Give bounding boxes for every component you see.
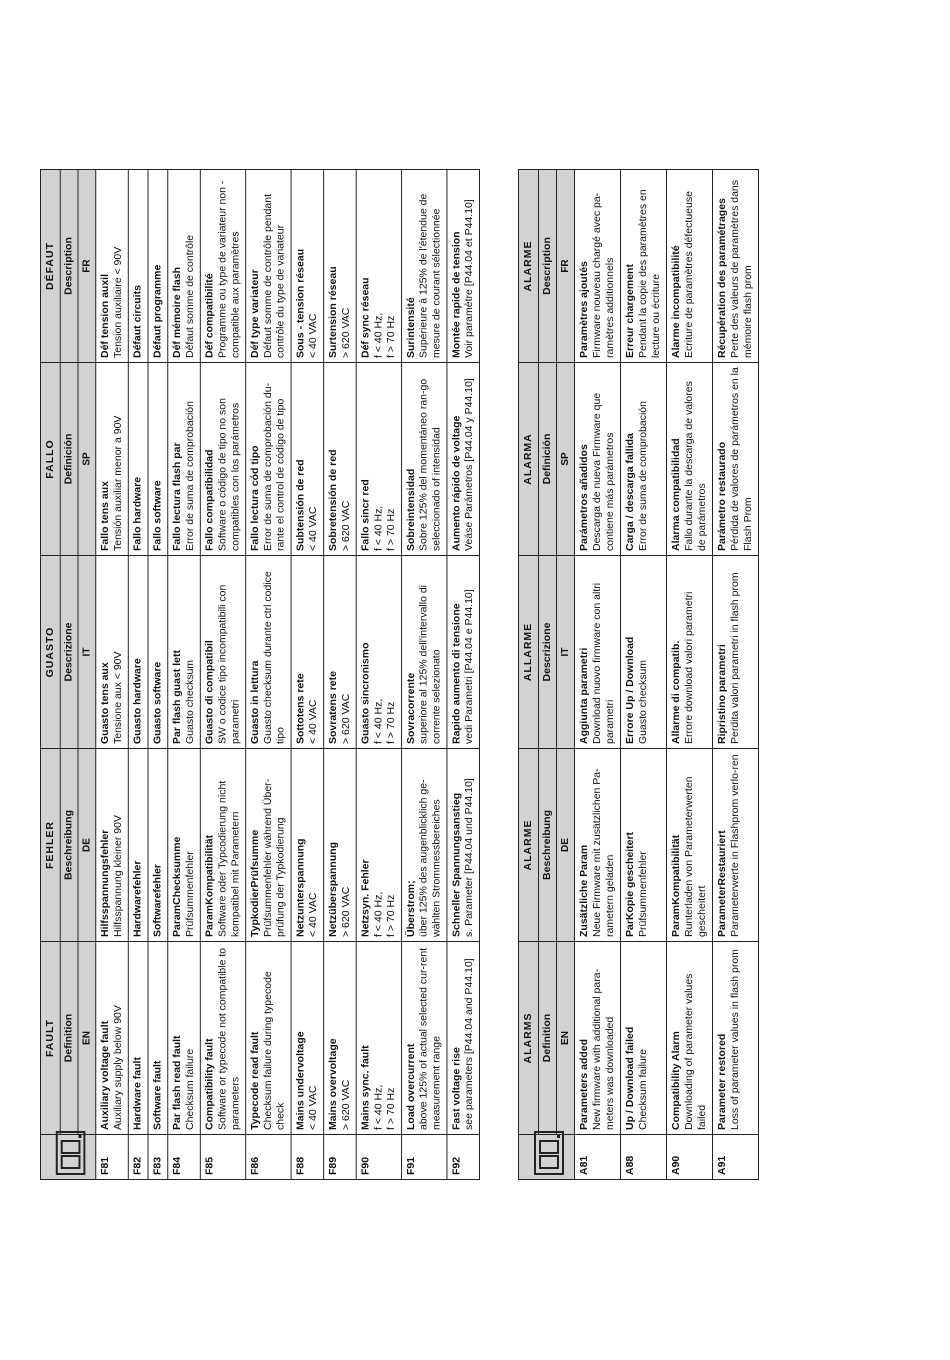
table-cell — [200, 170, 245, 363]
cell-description: Error de suma de comprobación — [184, 401, 196, 551]
cell-description: > 620 VAC — [339, 886, 352, 937]
cell-title: Surtension réseau — [327, 266, 339, 358]
cell-title: Up / Download failed — [624, 1026, 636, 1130]
cell-title: Auxiliary voltage fault — [99, 1020, 112, 1130]
table-row — [168, 170, 201, 1180]
cell-title: TypkodierPrüfsumme — [249, 829, 261, 937]
cell-title: Sous - tension réseau — [294, 248, 307, 358]
table-cell — [246, 749, 291, 942]
table-cell — [356, 749, 401, 942]
cell-title: Schneller Spannungsanstieg — [450, 792, 463, 937]
table-cell — [667, 170, 713, 363]
col-group-header: GUASTO — [40, 556, 60, 749]
cell-description: < 40 VAC — [307, 699, 320, 744]
cell-description: Checksum failure during typecode check — [261, 971, 287, 1130]
cell-title: Ripristino parametri — [716, 644, 728, 744]
col-group-header: ALARMS — [519, 942, 539, 1135]
table-cell — [246, 942, 291, 1135]
col-sub-header: Definición — [539, 363, 557, 556]
col-group-header: ALARME — [519, 170, 539, 363]
cell-title: Défaut programme — [151, 264, 164, 358]
col-group-header: DÉFAUT — [40, 170, 60, 363]
table-cell — [713, 170, 759, 363]
cell-description: superiore al 125% dell'intervallo di corrente selezionato — [417, 584, 443, 744]
row-code: F85 — [200, 1135, 245, 1180]
cell-title: Subtensión de red — [294, 459, 307, 551]
col-sub-header: Beschreibung — [60, 749, 78, 942]
cell-description: Descarga de nueva Firmware que contiene más parámetros — [591, 392, 616, 551]
table-cell — [667, 942, 713, 1135]
cell-title: ParamKompatibilität — [203, 834, 216, 937]
cell-description: Pendant la copie des paramètres en lecture ou écriture — [637, 189, 662, 358]
table-cell — [713, 942, 759, 1135]
cell-title: Fallo software — [151, 480, 164, 551]
table-cell — [96, 942, 129, 1135]
col-lang-header: DE — [557, 749, 575, 942]
col-group-header: FAULT — [40, 942, 60, 1135]
col-lang-header: DE — [78, 749, 96, 942]
cell-title: Load overcurrent — [405, 1043, 417, 1130]
col-group-header: ALLARME — [519, 556, 539, 749]
col-lang-header: SP — [78, 363, 96, 556]
cell-title: Guasto in lettura — [249, 660, 261, 744]
cell-title: Parameters added — [578, 1038, 590, 1130]
cell-description: vedi Parametri [P44.04 e P44.10] — [463, 589, 476, 744]
table-cell — [200, 556, 245, 749]
cell-description: > 620 VAC — [339, 307, 352, 358]
cell-description: < 40 VAC — [307, 506, 320, 551]
table-cell — [128, 749, 148, 942]
table-cell — [402, 170, 447, 363]
col-sub-header: Definition — [60, 942, 78, 1135]
cell-title: Guasto di compatibil — [203, 640, 216, 744]
table-cell — [621, 749, 667, 942]
table-cell — [447, 749, 480, 942]
row-code: F91 — [402, 1135, 447, 1180]
cell-title: Aumento rápido de voltage — [450, 415, 463, 551]
cell-description: über 125% des augenblicklich ge-wählten Strommessbereiches — [417, 779, 443, 937]
table-cell — [291, 363, 324, 556]
table-row — [356, 170, 401, 1180]
table-row — [246, 170, 291, 1180]
cell-title: ParameterRestauriert — [716, 830, 728, 937]
cell-title: Fallo tens aux — [99, 480, 112, 551]
col-lang-header: EN — [557, 942, 575, 1135]
cell-title: Parámetros añadidos — [578, 444, 590, 551]
cell-title: Montée rapide de tension — [450, 231, 463, 358]
row-code: A90 — [667, 1135, 713, 1180]
table-cell — [148, 942, 168, 1135]
cell-title: Parameter restored — [716, 1033, 728, 1130]
cell-title: Typecode read fault — [249, 1031, 261, 1130]
cell-description: Guasto checksum — [637, 659, 649, 744]
cell-title: Carga / descarga fallida — [624, 433, 636, 551]
cell-description: Sobre 125% del momentáneo ran-go seleccionado of intensidad — [417, 378, 443, 551]
table-cell — [356, 363, 401, 556]
cell-description: Runterladen von Parameterwerten gescheitert — [683, 776, 708, 937]
cell-title: Netzsyn. Fehler — [359, 859, 372, 937]
cell-title: Mains undervoltage — [294, 1031, 307, 1130]
fault-table — [40, 169, 480, 1180]
cell-title: Sottotens rete — [294, 673, 307, 744]
table-cell — [324, 170, 357, 363]
table-cell — [168, 749, 201, 942]
cell-description: Checksum failure — [637, 1048, 649, 1130]
table-row — [667, 170, 713, 1180]
table-cell — [324, 363, 357, 556]
cell-description: f < 40 Hz, f > 70 Hz — [372, 312, 398, 358]
col-group-header: FALLO — [40, 363, 60, 556]
cell-title: Zusätzliche Param — [578, 844, 590, 937]
table-cell — [148, 749, 168, 942]
cell-title: Software fault — [151, 1060, 164, 1130]
cell-title: ParKopie gescheitert — [624, 831, 636, 937]
col-sub-header: Definition — [539, 942, 557, 1135]
table-cell — [96, 363, 129, 556]
cell-description: Auxiliary supply below 90V — [112, 1005, 124, 1130]
col-sub-header: Descrizione — [60, 556, 78, 749]
table-cell — [667, 363, 713, 556]
row-code: F86 — [246, 1135, 291, 1180]
cell-description: > 620 VAC — [339, 1079, 352, 1130]
cell-description: Loss of parameter values in flash prom — [729, 949, 741, 1130]
table-row — [324, 170, 357, 1180]
cell-title: Allarme di compatib. — [670, 640, 682, 744]
cell-description: Error de suma de comprobación — [637, 401, 649, 551]
table-cell — [128, 942, 148, 1135]
table-cell — [356, 170, 401, 363]
table-cell — [128, 556, 148, 749]
display-icon — [534, 1131, 564, 1175]
cell-description: Ecriture de paramètres défectueuse — [683, 191, 695, 358]
table-cell — [96, 556, 129, 749]
col-group-header: ALARMA — [519, 363, 539, 556]
cell-title: Hardwarefehler — [131, 860, 144, 937]
col-group-header: ALARME — [519, 749, 539, 942]
cell-title: Déf type variateur — [249, 269, 261, 358]
table-cell — [168, 170, 201, 363]
cell-title: Compatibility fault — [203, 1038, 216, 1130]
row-code: F89 — [324, 1135, 357, 1180]
table-cell — [402, 363, 447, 556]
table-cell — [713, 749, 759, 942]
cell-description: Error de suma de comprobación du-rante el control de código de tipo — [261, 382, 287, 551]
cell-title: Errore Up / Download — [624, 636, 636, 744]
table-cell — [246, 556, 291, 749]
cell-title: Surintensité — [405, 297, 417, 358]
cell-title: Alarma compatibilidad — [670, 438, 682, 551]
table-row — [713, 170, 759, 1180]
cell-description: > 620 VAC — [339, 693, 352, 744]
table-cell — [575, 749, 621, 942]
col-lang-header: FR — [557, 170, 575, 363]
table-cell — [713, 363, 759, 556]
cell-description: SW o codice tipo incompatibili con parametri — [216, 584, 242, 744]
col-sub-header: Descrizione — [539, 556, 557, 749]
table-cell — [575, 556, 621, 749]
table-cell — [447, 363, 480, 556]
table-cell — [96, 749, 129, 942]
cell-description: Hilfsspannung kleiner 90V — [112, 815, 124, 937]
row-code: F84 — [168, 1135, 201, 1180]
cell-title: Par flash guast lett — [171, 650, 184, 744]
cell-description: Supérieure à 125% de l'étendue de mesure de courant sélectionnée — [417, 193, 443, 358]
cell-description: Veáse Parámetros [P44.04 y P44.10] — [463, 378, 476, 551]
cell-title: Rapido aumento di tensione — [450, 603, 463, 744]
table-cell — [447, 942, 480, 1135]
table-row — [621, 170, 667, 1180]
table-cell — [128, 170, 148, 363]
fault-table-container — [40, 170, 480, 1180]
row-code: F88 — [291, 1135, 324, 1180]
row-code: F90 — [356, 1135, 401, 1180]
cell-description: Défaut somme de contrôle — [184, 234, 196, 358]
col-sub-header: Beschreibung — [539, 749, 557, 942]
cell-title: Alarme incompatibilité — [670, 245, 682, 358]
row-code: A81 — [575, 1135, 621, 1180]
table-cell — [324, 749, 357, 942]
device-logo-cell — [519, 1135, 575, 1180]
table-cell — [168, 363, 201, 556]
table-cell — [291, 749, 324, 942]
cell-title: Mains sync. fault — [359, 1045, 372, 1130]
col-lang-header: SP — [557, 363, 575, 556]
cell-title: Guasto tens aux — [99, 662, 112, 744]
col-sub-header: Description — [60, 170, 78, 363]
table-row — [200, 170, 245, 1180]
row-code: F83 — [148, 1135, 168, 1180]
cell-description: above 125% of actual selected cur-rent measurement range — [417, 947, 443, 1130]
cell-description: Défaut somme de contrôle pendant contrôle du type de variateur — [261, 193, 287, 358]
table-cell — [621, 363, 667, 556]
table-row — [96, 170, 129, 1180]
cell-title: Parámetro restaurado — [716, 441, 728, 551]
table-cell — [621, 556, 667, 749]
cell-description: f < 40 Hz, f > 70 Hz — [372, 505, 398, 551]
table-cell — [96, 170, 129, 363]
table-row — [402, 170, 447, 1180]
cell-description: Perte des valeurs de paramètres dans mémoire flash prom — [729, 179, 754, 358]
col-lang-header: IT — [557, 556, 575, 749]
cell-title: Hardware fault — [131, 1057, 144, 1130]
cell-description: Guasto checksum durante ctrl codice tipo — [261, 571, 287, 744]
table-cell — [291, 170, 324, 363]
table-cell — [575, 363, 621, 556]
table-row — [128, 170, 148, 1180]
cell-title: Fallo lectura cód tipo — [249, 445, 261, 551]
table-cell — [200, 363, 245, 556]
col-sub-header: Definición — [60, 363, 78, 556]
cell-title: Hilfsspannungsfehler — [99, 829, 112, 937]
table-cell — [621, 170, 667, 363]
cell-description: Checksum failure — [184, 1048, 196, 1130]
col-group-header: FEHLER — [40, 749, 60, 942]
table-cell — [575, 170, 621, 363]
table-row — [575, 170, 621, 1180]
row-code: A88 — [621, 1135, 667, 1180]
col-sub-header: Description — [539, 170, 557, 363]
cell-title: Sobretensión de red — [327, 449, 339, 551]
table-cell — [168, 556, 201, 749]
cell-description: New firmware with additional para-meters was downloaded — [591, 968, 616, 1130]
cell-title: Netzunterspannung — [294, 838, 307, 937]
row-code: F92 — [447, 1135, 480, 1180]
cell-title: Sobreintensidad — [405, 468, 417, 551]
cell-title: Sovracorrente — [405, 672, 417, 744]
col-lang-header: EN — [78, 942, 96, 1135]
cell-description: Prüfsummenfehler während Über-prüfung der Typkodierung — [261, 778, 287, 937]
cell-description: Download nuovo firmware con altri parametri — [591, 582, 616, 744]
row-code: F81 — [96, 1135, 129, 1180]
alarm-table — [518, 169, 759, 1180]
table-cell — [447, 170, 480, 363]
cell-title: Softwarefehler — [151, 864, 164, 937]
cell-title: Déf compatibilité — [203, 273, 216, 358]
table-cell — [291, 556, 324, 749]
table-cell — [324, 942, 357, 1135]
cell-description: Parameterwerte in Flashprom verlo-ren — [729, 754, 741, 937]
cell-title: Erreur chargement — [624, 264, 636, 358]
cell-description: see parameters [P44.04 and P44.10] — [463, 958, 476, 1130]
cell-description: Firmware nouveau chargé avec pa-ramètres additionnels — [591, 192, 616, 358]
cell-description: < 40 VAC — [307, 1085, 320, 1130]
table-cell — [667, 749, 713, 942]
cell-title: Par flash read fault — [171, 1035, 184, 1130]
table-row — [291, 170, 324, 1180]
cell-description: Errore download valori parametri — [683, 591, 695, 744]
cell-description: Tensión auxiliar menor a 90V — [112, 415, 124, 551]
table-cell — [324, 556, 357, 749]
table-cell — [713, 556, 759, 749]
cell-title: Récupération des paramétrages — [716, 198, 728, 358]
table-row — [447, 170, 480, 1180]
cell-description: Fallo durante la descarga de valores de parámetros — [683, 381, 708, 551]
table-cell — [128, 363, 148, 556]
table-cell — [356, 556, 401, 749]
cell-description: Guasto checksum — [184, 659, 196, 744]
cell-title: Paramètres ajoutés — [578, 261, 590, 358]
cell-description: f < 40 Hz, f > 70 Hz — [372, 1084, 398, 1130]
display-icon — [56, 1131, 86, 1175]
cell-description: Tensione aux < 90V — [112, 651, 124, 744]
table-cell — [148, 363, 168, 556]
cell-title: Guasto sincronismo — [359, 642, 372, 744]
cell-description: Voir paramètre [P44.04 et P44.10] — [463, 199, 476, 358]
cell-title: Aggiunta parametri — [578, 647, 590, 744]
cell-title: Déf mémoire flash — [171, 266, 184, 358]
table-cell — [291, 942, 324, 1135]
table-cell — [200, 942, 245, 1135]
cell-description: < 40 VAC — [307, 892, 320, 937]
table-cell — [575, 942, 621, 1135]
cell-title: Netzüberspannung — [327, 841, 339, 937]
table-cell — [402, 556, 447, 749]
table-row — [148, 170, 168, 1180]
table-cell — [356, 942, 401, 1135]
alarm-table-container — [518, 170, 759, 1180]
table-cell — [246, 363, 291, 556]
cell-title: Défaut circuits — [131, 285, 144, 358]
cell-description: s. Parameter [P44.04 und P44.10] — [463, 778, 476, 937]
cell-description: Downloading of parameter values failed — [683, 973, 708, 1130]
col-lang-header: FR — [78, 170, 96, 363]
cell-description: Software or typecode not compatible to parameters — [216, 947, 242, 1130]
cell-title: Überstrom; — [405, 880, 417, 937]
cell-description: Software o código de tipo no son compatibles con los parámetros — [216, 398, 242, 551]
table-cell — [621, 942, 667, 1135]
cell-title: ParamChecksumme — [171, 836, 184, 937]
cell-description: Prüfsummenfehler — [184, 851, 196, 937]
cell-description: f < 40 Hz, f > 70 Hz — [372, 698, 398, 744]
cell-title: Guasto hardware — [131, 658, 144, 744]
table-cell — [246, 170, 291, 363]
cell-description: > 620 VAC — [339, 500, 352, 551]
cell-description: Neue Firmware mit zusätzlichen Pa-rametern geladen — [591, 768, 616, 937]
cell-title: Sovratens rete — [327, 671, 339, 744]
table-cell — [667, 556, 713, 749]
cell-title: Mains overvoltage — [327, 1038, 339, 1130]
cell-title: Déf tension auxil — [99, 273, 112, 358]
table-cell — [148, 556, 168, 749]
cell-title: Fallo sincr red — [359, 479, 372, 551]
cell-description: f < 40 Hz, f > 70 Hz — [372, 891, 398, 937]
cell-title: Fallo compatibilidad — [203, 449, 216, 551]
table-cell — [402, 942, 447, 1135]
cell-description: < 40 VAC — [307, 313, 320, 358]
cell-description: Software oder Typcodierung nicht kompatibel mit Parametern — [216, 780, 242, 937]
cell-description: Perdita valori parametri in flash prom — [729, 572, 741, 744]
table-cell — [148, 170, 168, 363]
cell-title: Fallo lectura flash par — [171, 442, 184, 551]
cell-title: Fast voltage rise — [450, 1047, 463, 1130]
cell-description: Programme ou type de variateur non - compatible aux paramètres — [216, 180, 242, 358]
cell-description: Pérdida de valores de parámetros en la Flash Prom — [729, 367, 754, 551]
table-cell — [200, 749, 245, 942]
device-logo-cell — [40, 1135, 95, 1180]
cell-title: Déf sync réseau — [359, 277, 372, 358]
table-cell — [447, 556, 480, 749]
cell-title: Compatibility Alarm — [670, 1031, 682, 1130]
row-code: A91 — [713, 1135, 759, 1180]
row-code: F82 — [128, 1135, 148, 1180]
cell-title: Fallo hardware — [131, 476, 144, 551]
table-cell — [402, 749, 447, 942]
cell-description: Prüfsummenfehler — [637, 851, 649, 937]
cell-description: Tension auxiliaire < 90V — [112, 246, 124, 358]
table-cell — [168, 942, 201, 1135]
cell-title: ParamKompatibilität — [670, 834, 682, 937]
col-lang-header: IT — [78, 556, 96, 749]
cell-title: Guasto software — [151, 661, 164, 744]
